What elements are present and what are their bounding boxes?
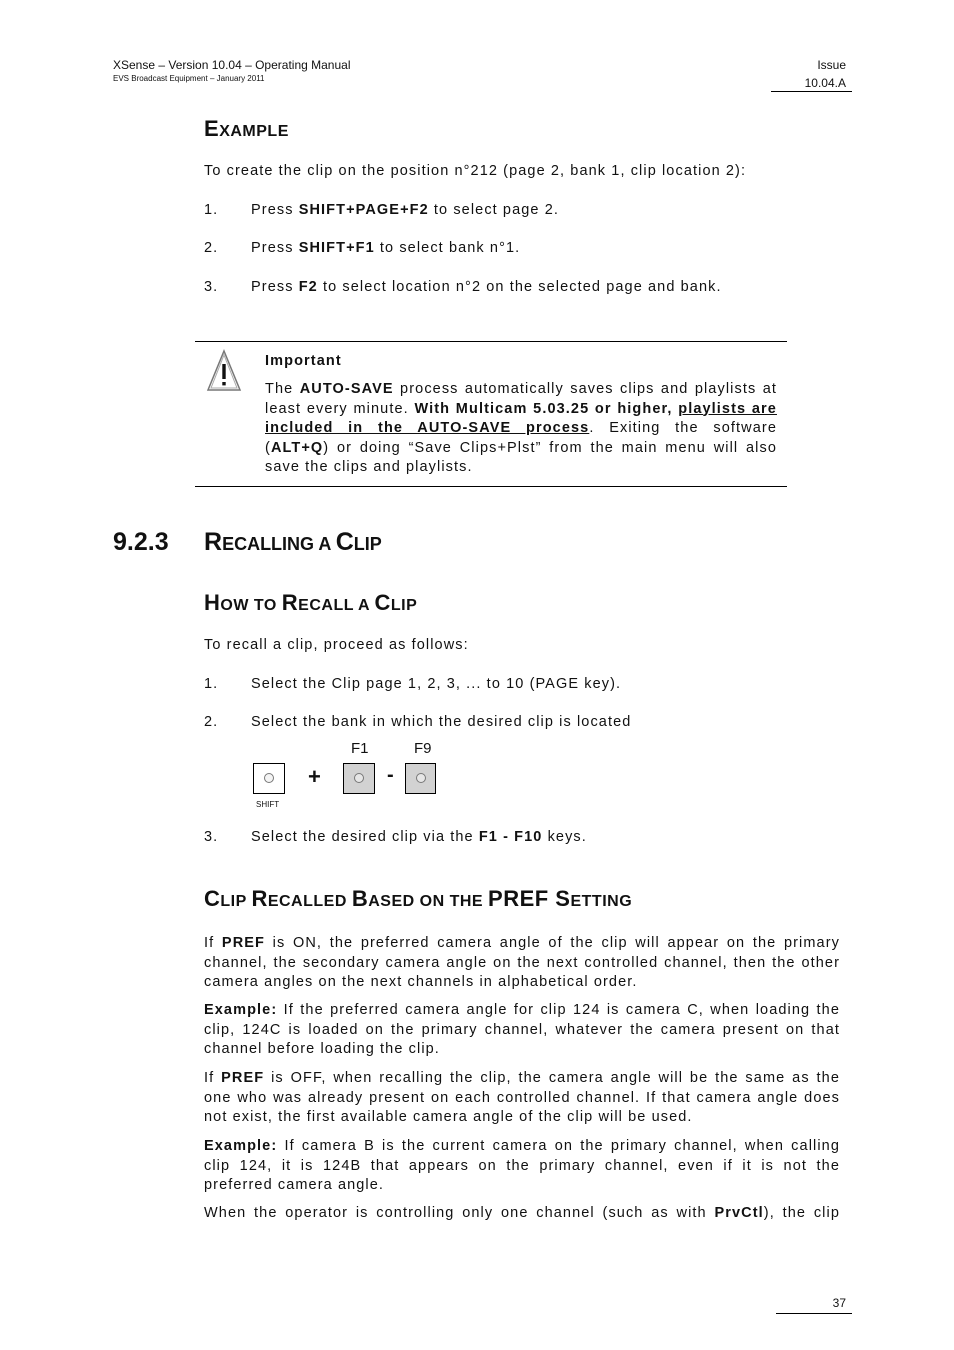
example-heading: EXAMPLE: [204, 116, 289, 141]
important-top-rule: [195, 341, 787, 342]
shift-key: [253, 763, 285, 794]
example-step-2-number: 2.: [204, 240, 219, 256]
how-to-intro: To recall a clip, proceed as follows:: [204, 637, 469, 653]
pref-paragraph-1: If PREF is ON, the preferred camera angle of the clip will appear on the primary channel, the secondary camera angle on the next controlled channel, then the other camera angles on the next channels in alphabetical order.: [204, 935, 841, 990]
important-text: The AUTO-SAVE process automatically saves clips and playlists at least every minute. With Multicam 5.03.25 or higher, playlists are included in the AUTO-SAVE process. Exiting the software (ALT+Q) or doing “Save Clips+Plst” from the main menu will also save the clips and playlists.: [265, 381, 777, 475]
how-to-step-3-number: 3.: [204, 829, 219, 845]
key-combo-illustration: [252, 740, 452, 812]
example-step-2: Press SHIFT+F1 to select bank n°1.: [251, 240, 521, 256]
range-dash: -: [387, 764, 394, 786]
pref-paragraph-4: Example: If camera B is the current camera on the primary channel, when calling clip 124, it is 124B that appears on the primary channel, even if it is not the preferred camera angle.: [204, 1138, 840, 1193]
pref-paragraph-5: When the operator is controlling only one channel (such as with PrvCtl), the clip: [204, 1205, 840, 1221]
how-to-step-1: Select the Clip page 1, 2, 3, ... to 10 (PAGE key).: [251, 676, 622, 692]
important-title: Important: [265, 353, 342, 369]
f9-key-led: [416, 773, 426, 783]
f1-key-label: F1: [351, 740, 369, 757]
example-step-1: Press SHIFT+PAGE+F2 to select page 2.: [251, 202, 560, 218]
how-to-step-1-number: 1.: [204, 676, 219, 692]
example-intro: To create the clip on the position n°212 (page 2, bank 1, clip location 2):: [204, 163, 747, 179]
how-to-step-3: Select the desired clip via the F1 - F10 keys.: [251, 829, 587, 845]
header-title: XSense – Version 10.04 – Operating Manual: [113, 58, 351, 72]
header-rule: [771, 91, 852, 92]
how-to-heading: HOW TO RECALL A CLIP: [204, 590, 418, 615]
f9-key-label: F9: [414, 740, 432, 757]
how-to-step-2: Select the bank in which the desired clip is located: [251, 714, 632, 730]
example-step-1-number: 1.: [204, 202, 219, 218]
important-bottom-rule: [195, 486, 787, 487]
pref-paragraph-2: Example: If the preferred camera angle for clip 124 is camera C, when loading the clip, 124C is loaded on the primary channel, whatever the camera present on that channel before loading the clip.: [204, 1002, 840, 1057]
warning-icon: [206, 348, 242, 392]
example-step-3: Press F2 to select location n°2 on the selected page and bank.: [251, 279, 722, 295]
shift-key-led: [264, 773, 274, 783]
header-issue-version: 10.04.A: [804, 76, 846, 90]
header-subtitle: EVS Broadcast Equipment – January 2011: [113, 74, 265, 83]
f9-key: [405, 763, 436, 794]
pref-heading: CLIP RECALLED BASED ON THE PREF SETTING: [204, 886, 633, 911]
footer-rule: [776, 1313, 852, 1314]
how-to-step-2-number: 2.: [204, 714, 219, 730]
header-issue-label: Issue: [817, 58, 846, 72]
page-number: 37: [832, 1296, 846, 1310]
shift-key-label: SHIFT: [256, 800, 280, 809]
plus-sign: +: [308, 764, 321, 789]
f1-key: [343, 763, 375, 794]
section-number: 9.2.3: [113, 528, 169, 556]
section-title: RECALLING A CLIP: [204, 528, 382, 556]
example-step-3-number: 3.: [204, 279, 219, 295]
pref-paragraph-3: If PREF is OFF, when recalling the clip, the camera angle will be the same as the one who was already present on each controlled channel. If that camera angle does not exist, the first available camera angle of the clip will be used.: [204, 1070, 841, 1125]
f1-key-led: [354, 773, 364, 783]
